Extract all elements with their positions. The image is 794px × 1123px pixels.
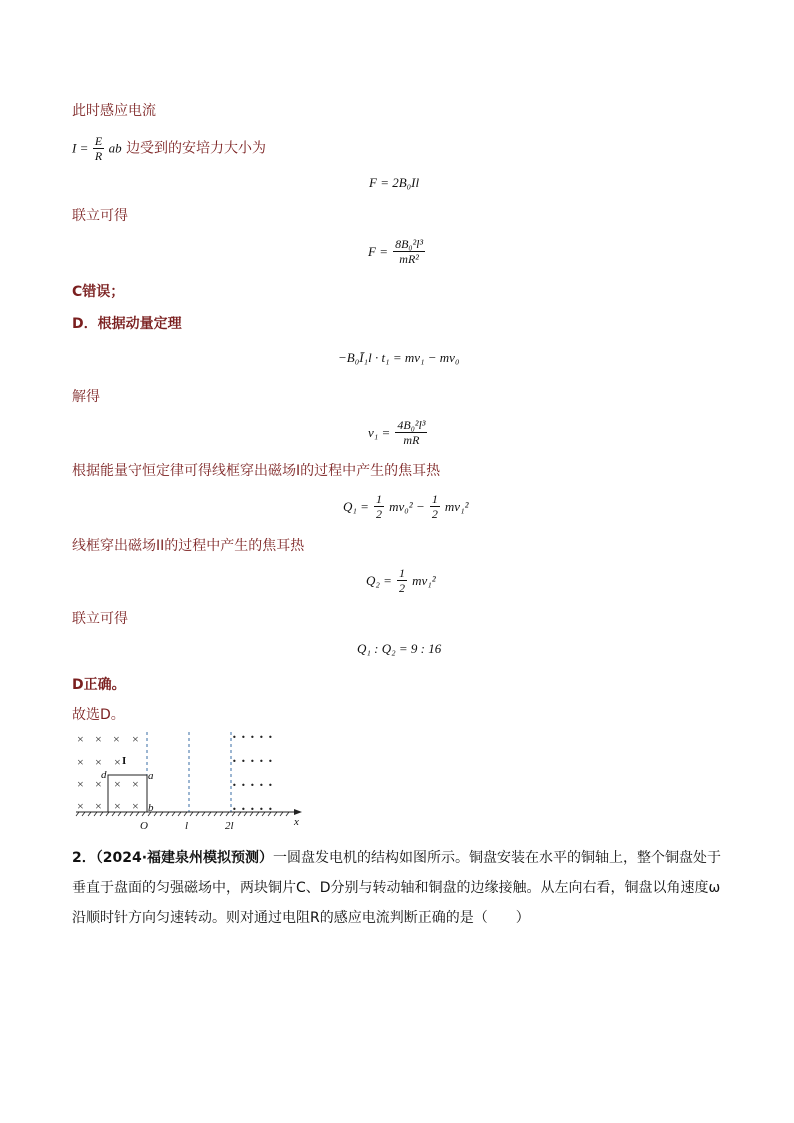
dot-mark: • (250, 757, 255, 766)
formula-force: F = 2B₀Il (369, 175, 420, 190)
question-number: 2． (72, 850, 96, 866)
cross-mark: × (113, 732, 120, 746)
dot-mark: • (250, 733, 255, 742)
dot-mark: • (241, 781, 246, 790)
formula-i-lhs: I = (72, 140, 89, 156)
text-field-two: 线框穿出磁场II的过程中产生的焦耳热 (72, 538, 305, 554)
dot-mark: • (268, 757, 273, 766)
text-choose-d: 故选D。 (72, 707, 125, 723)
text-ampere-force: 边受到的安培力大小为 (126, 140, 267, 157)
formula-q1-mid: mv₀² − (389, 499, 425, 514)
dot-mark: • (232, 733, 237, 742)
formula-force-lhs: F = (368, 244, 388, 259)
fraction-force (393, 237, 425, 266)
fraction-denominator: 2 (399, 581, 406, 595)
dot-mark: • (241, 805, 246, 814)
dot-marks-field-two (232, 733, 273, 814)
region-one-label: I (122, 755, 127, 767)
dot-mark: • (259, 805, 264, 814)
dot-mark: • (232, 781, 237, 790)
cross-mark: × (114, 777, 121, 791)
origin-label: O (140, 820, 148, 832)
formula-q1 (343, 492, 469, 521)
fraction-numerator: E (94, 134, 103, 148)
fraction-half (430, 492, 440, 521)
question-2 (72, 843, 732, 933)
cross-mark: × (77, 799, 84, 813)
formula-force-result (368, 237, 425, 266)
formula-ab: ab (108, 140, 122, 156)
dot-mark: • (250, 781, 255, 790)
dot-mark: • (259, 781, 264, 790)
dot-mark: • (241, 757, 246, 766)
cross-mark: × (132, 777, 139, 791)
formula-momentum: −B₀Ī₁l · t₁ = mv₁ − mv₀ (338, 350, 460, 365)
cross-mark: × (114, 755, 121, 769)
formula-q2-tail: mv₁² (412, 573, 436, 588)
tick-label-2l: 2l (225, 820, 234, 832)
cross-mark: × (77, 777, 84, 791)
dot-mark: • (241, 733, 246, 742)
cross-mark: × (95, 799, 102, 813)
formula-ratio: Q₁ : Q₂ = 9 : 16 (357, 641, 442, 656)
corner-label-b: b (148, 802, 154, 814)
formula-q1-tail: mv₁² (444, 499, 469, 514)
formula-v1 (368, 418, 427, 447)
fraction-numerator: 1 (431, 492, 438, 506)
tick-label-l: l (185, 820, 189, 832)
fraction-numerator: 8B₀²l³ (395, 237, 424, 251)
text-combine-1: 联立可得 (72, 208, 128, 224)
cross-mark: × (114, 799, 121, 813)
corner-label-d: d (101, 769, 107, 781)
cross-mark: × (95, 777, 102, 791)
cross-mark: × (95, 732, 102, 746)
fraction-denominator: 2 (431, 507, 438, 521)
corner-label-a: a (148, 770, 154, 782)
dot-mark: • (259, 733, 264, 742)
dot-mark: • (250, 805, 255, 814)
cross-mark: × (132, 799, 139, 813)
dot-mark: • (268, 805, 273, 814)
fraction-denominator: R (94, 149, 103, 163)
fraction-numerator: 4B₀²l³ (397, 418, 426, 432)
formula-v1-lhs: v₁ = (368, 425, 391, 440)
current-formula-line (72, 134, 266, 163)
fraction-numerator: 1 (399, 566, 406, 580)
question-text: 一圆盘发电机的结构如图所示。铜盘安装在水平的铜轴上，整个铜盘处于垂直于盘面的匀强磁场中，两块铜片C、D分别与转动轴和铜盘的边缘接触。从左向右看，铜盘以角速度ω沿顺时针方向匀速转动。则对通过电阻R的感应电流判断正确的是（ ） (72, 850, 722, 926)
fraction-denominator: 2 (376, 507, 383, 521)
cross-mark: × (95, 755, 102, 769)
magnetic-field-figure (72, 728, 312, 834)
fraction-numerator: 1 (376, 492, 383, 506)
dot-mark: • (232, 757, 237, 766)
text-solve: 解得 (72, 389, 100, 405)
text-energy-conservation: 根据能量守恒定律可得线框穿出磁场I的过程中产生的焦耳热 (72, 463, 441, 479)
fraction-e-over-r (93, 134, 104, 163)
fraction-denominator: mR² (399, 252, 419, 266)
dot-mark: • (259, 757, 264, 766)
cross-mark: × (132, 732, 139, 746)
dot-mark: • (268, 781, 273, 790)
dot-mark: • (232, 805, 237, 814)
axis-label-x: x (294, 816, 299, 828)
text-line-induced-current: 此时感应电流 (72, 103, 156, 119)
text-combine-2: 联立可得 (72, 611, 128, 627)
formula-q2 (366, 566, 436, 595)
text-d-momentum: D．根据动量定理 (72, 316, 182, 332)
formula-q2-lhs: Q₂ = (366, 573, 392, 588)
dot-mark: • (268, 733, 273, 742)
fraction-half (397, 566, 407, 595)
text-c-wrong: C错误； (72, 284, 125, 300)
formula-q1-lhs: Q₁ = (343, 499, 369, 514)
text-d-correct: D正确。 (72, 677, 126, 693)
fraction-v1 (395, 418, 427, 447)
fraction-denominator: mR (403, 433, 420, 447)
cross-mark: × (77, 755, 84, 769)
cross-mark: × (77, 732, 84, 746)
fraction-half (374, 492, 384, 521)
question-source: （2024·福建泉州模拟预测） (95, 850, 274, 866)
